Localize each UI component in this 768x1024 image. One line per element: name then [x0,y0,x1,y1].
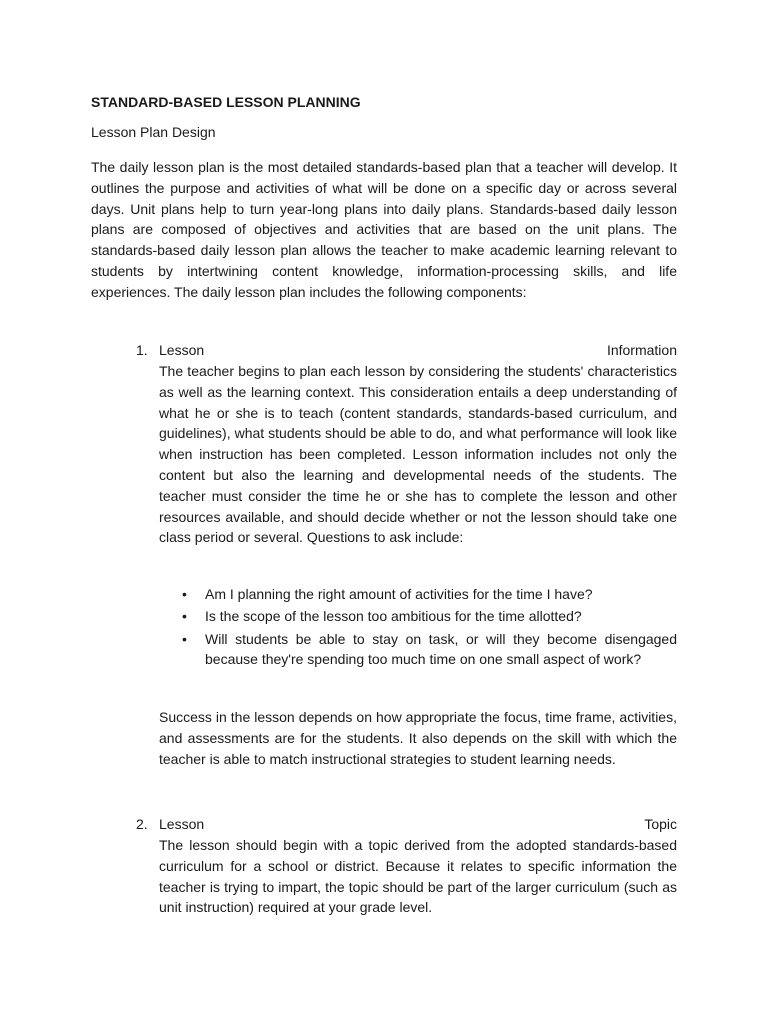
bullet-text: Is the scope of the lesson too ambitious for the time allotted? [205,608,582,625]
document-title: STANDARD-BASED LESSON PLANNING [91,94,361,110]
bullet-item [182,606,677,627]
item-2-number: 2. [136,816,148,832]
item-2-heading-left: Lesson [159,816,205,832]
bullet-item [182,629,677,671]
bullet-icon: • [182,586,187,602]
item-1-heading [159,340,677,361]
item-1-number: 1. [136,342,148,358]
item-2-heading [159,814,677,835]
item-1-heading-left: Lesson [159,342,205,358]
intro-paragraph: The daily lesson plan is the most detailed standards-based plan that a teacher will develop. It outlines the purpose and activities of what will be done on a specific day or across several days. Unit plans help to turn year-long plans into daily plans. Standards-based daily lesson plans are composed of objectives and activities that are based on the unit plans. The standards-based daily lesson plan allows the teacher to make academic learning relevant to students by intertwining content knowledge, information-processing skills, and life experiences. The daily lesson plan includes the following components: [91,159,677,300]
bullet-text: Will students be able to stay on task, or will they become disengaged because they're spending too much time on one small aspect of work? [205,630,677,668]
document-subtitle: Lesson Plan Design [91,124,216,140]
item-1-closing: Success in the lesson depends on how appropriate the focus, time frame, activities, and assessments are for the students. It also depends on the skill with which the teacher is able to match instructional strategies to student learning needs. [159,709,677,767]
item-1-heading-right: Information [606,342,677,358]
bullet-item [182,584,677,605]
bullet-text: Am I planning the right amount of activities for the time I have? [205,586,593,602]
item-1-bullet-list [182,584,677,672]
item-2-heading-right: Topic [644,816,677,832]
item-1-body: The teacher begins to plan each lesson by considering the students' characteristics as well as the learning context. This consideration entails a deep understanding of what he or she is to teach (content standards, standards-based curriculum, and guidelines), what students should be able to do, and what performance will look like when instruction has been completed. Lesson information includes not only the content but also the learning and developmental needs of the students. The teacher must consider the time he or she has to complete the lesson and other resources available, and should decide whether or not the lesson should take one class period or several. Questions to ask include: [159,363,677,546]
bullet-icon: • [182,608,187,625]
item-2-body: The lesson should begin with a topic derived from the adopted standards-based curriculum for a school or district. Because it relates to specific information the teacher is trying to impart, the topic should be part of the larger curriculum (such as unit instruction) required at your grade level. [159,837,677,916]
bullet-icon: • [182,630,187,647]
